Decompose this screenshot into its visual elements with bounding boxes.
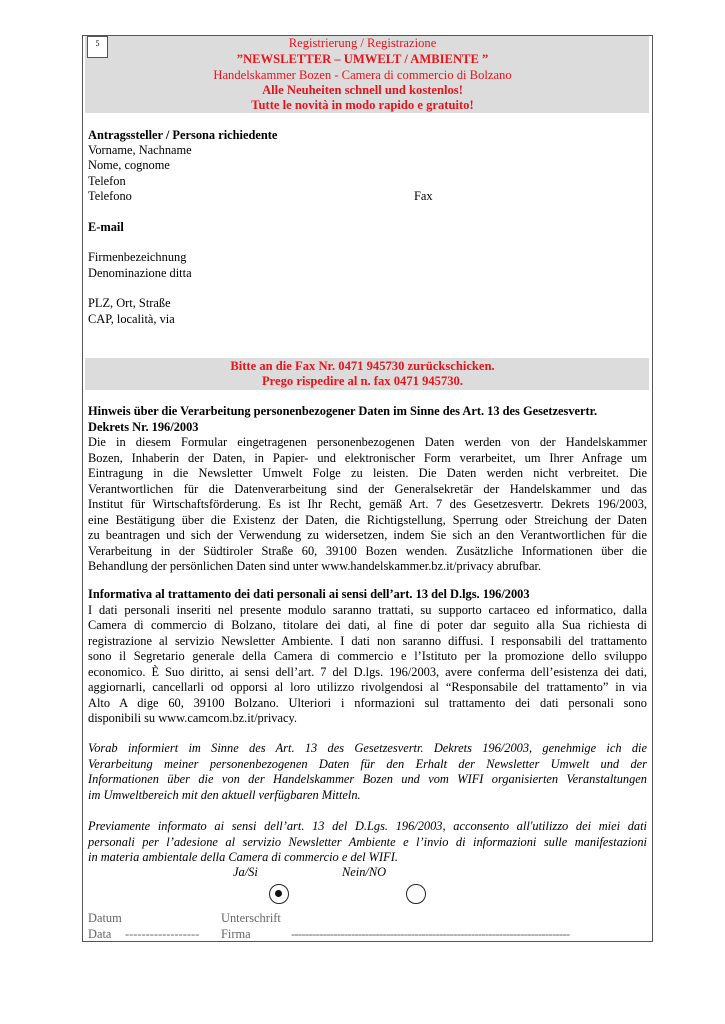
- privacy-de-line: Verantwortlichen für die Datenverarbeitung sind der Generalsekretär der Handelskammer und das: [88, 481, 647, 496]
- consent-no-radio[interactable]: [406, 884, 426, 904]
- company-label-it: Denominazione ditta: [88, 266, 192, 280]
- no-label: Nein/NO: [342, 865, 387, 879]
- consent-de-section: [88, 741, 647, 803]
- privacy-de-line: zu beantragen und sich der Verwendung zu widersetzen, indem Sie sich an den Verantwortlichen für die: [88, 528, 647, 542]
- address-label-it: CAP, località, via: [88, 312, 175, 326]
- privacy-it-line: economico. È Suo diritto, ai sensi dell’art. 7 del D.lgs. 196/2003, avere conferma dell’esistenza dei dati,: [88, 664, 647, 679]
- header-slogan-it: Tutte le novità in modo rapido e gratuito!: [251, 98, 474, 112]
- privacy-it-line: sono il Segretario generale della Camera di commercio e l’Istituto per la promozione dello sviluppo: [88, 649, 647, 663]
- privacy-it-line: aggiornarli, cancellarli od opporsi al loro utilizzo rivolgendosi al “Responsabile del trattamento” in via: [88, 680, 647, 694]
- company-label-de: Firmenbezeichnung: [88, 250, 187, 264]
- header-chamber: Handelskammer Bozen - Camera di commercio di Bolzano: [213, 68, 512, 82]
- privacy-de-section: [88, 404, 647, 575]
- fax-notice-it: Prego rispedire al n. fax 0471 945730.: [261, 374, 464, 388]
- privacy-de-line: eine Bestätigung über die Existenz der Daten, die Richtigstellung, Sperrung oder Streichung der Daten: [88, 512, 647, 527]
- privacy-it-line: Camera di commercio di Bolzano, titolare dei dati, al fine di poter dar seguito alla Sua richiesta di: [88, 618, 647, 632]
- consent-it-line: in materia ambientale della Camera di commercio e del WIFI.: [88, 850, 398, 864]
- privacy-it-line: registrazione al servizio Newsletter Ambiente. I dati non saranno diffusi. I responsabili del trattamento: [88, 633, 647, 648]
- radio-selected-dot: [275, 890, 282, 897]
- consent-de-line: Informationen über die von der Handelskammer Bozen und vom WIFI organisierten Veranstaltungen: [88, 772, 647, 786]
- privacy-de-line: Institut für Wirtschaftsförderung. Es ist Ihr Recht, gemäß Art. 7 des Gesetzesvertr. Dekrets 196/2003,: [88, 497, 647, 511]
- privacy-it-section: [88, 587, 647, 727]
- header-slogan-de: Alle Neuheiten schnell und kostenlos!: [262, 83, 463, 97]
- privacy-de-heading-1: Hinweis über die Verarbeitung personenbezogener Daten im Sinne des Art. 13 des Gesetzesvertr.: [88, 404, 598, 418]
- email-label: E-mail: [88, 220, 124, 234]
- fax-label: Fax: [414, 189, 433, 203]
- fax-notice-de: Bitte an die Fax Nr. 0471 945730 zurückschicken.: [230, 359, 495, 373]
- header-newsletter: ”NEWSLETTER – UMWELT / AMBIENTE ”: [236, 52, 489, 66]
- privacy-de-line: Die in diesem Formular eingetragenen personenbezogenen Daten werden von der Handelskammer: [88, 435, 647, 449]
- address-label-de: PLZ, Ort, Straße: [88, 296, 171, 310]
- privacy-de-line: Behandlung der persönlichen Daten sind unter www.handelskammer.bz.it/privacy abrufbar.: [88, 559, 542, 573]
- privacy-de-heading-2: Dekrets Nr. 196/2003: [88, 419, 199, 434]
- signature-label-de: Unterschrift: [221, 911, 281, 925]
- consent-it-line: personali per l’adesione al servizio Newsletter Ambiente e l’invio di informazioni sulle manifestazioni: [88, 834, 647, 849]
- privacy-it-line: disponibili su www.camcom.bz.it/privacy.: [88, 711, 297, 725]
- privacy-de-line: Verarbeitung in der Südtiroler Straße 60, 39100 Bozen wenden. Zusätzliche Informationen über die: [88, 543, 647, 558]
- phone-label-de: Telefon: [88, 174, 126, 188]
- applicant-heading: Antragssteller / Persona richiedente: [88, 128, 278, 142]
- consent-it-section: [88, 819, 647, 866]
- signature-line[interactable]: -------------------------------------------------------------------------------: [291, 927, 570, 941]
- signature-label-it: Firma: [221, 927, 251, 941]
- date-label-it: Data: [88, 927, 112, 941]
- consent-de-line: im Umweltbereich mit den aktuell verfügbaren Mitteln.: [88, 787, 361, 802]
- privacy-de-line: Bozen, Inhaberin der Daten, in Papier- und elektronischer Form verarbeitet, um Ihrer Anfrage um: [88, 450, 647, 465]
- date-label-de: Datum: [88, 911, 122, 925]
- name-label-de: Vorname, Nachname: [88, 143, 192, 157]
- privacy-it-line: Alto A dige 60, 39100 Bolzano. Ulteriori i nformazioni sul trattamento dei dati personali sono: [88, 695, 647, 710]
- consent-yes-radio[interactable]: [269, 884, 289, 904]
- privacy-de-line: Eintragung in die Newsletter Umwelt Folge zu leisten. Die Daten werden nicht verbreitet. Die: [88, 466, 647, 480]
- privacy-it-line: I dati personali inseriti nel presente modulo saranno trattati, su supporto cartaceo ed informatico, dalla: [88, 602, 647, 617]
- phone-label-it: Telefono: [88, 189, 132, 203]
- page-number: 5: [87, 36, 108, 58]
- privacy-it-heading: Informativa al trattamento dei dati personali ai sensi dell’art. 13 del D.lgs. 196/2003: [88, 587, 530, 601]
- consent-it-line: Previamente informato ai sensi dell’art. 13 del D.Lgs. 196/2003, acconsento all'utilizzo dei miei dati: [88, 819, 647, 833]
- name-label-it: Nome, cognome: [88, 158, 170, 172]
- yes-label: Ja/Si: [233, 865, 258, 879]
- date-line[interactable]: ------------------: [125, 927, 200, 941]
- consent-de-line: Vorab informiert im Sinne des Art. 13 des Gesetzesvertr. Dekrets 196/2003, genehmige ich die: [88, 741, 647, 755]
- consent-de-line: Verarbeitung meiner personenbezogenen Daten für den Erhalt der Newsletter Umwelt und der: [88, 756, 647, 771]
- header-title: Registrierung / Registrazione: [288, 36, 437, 50]
